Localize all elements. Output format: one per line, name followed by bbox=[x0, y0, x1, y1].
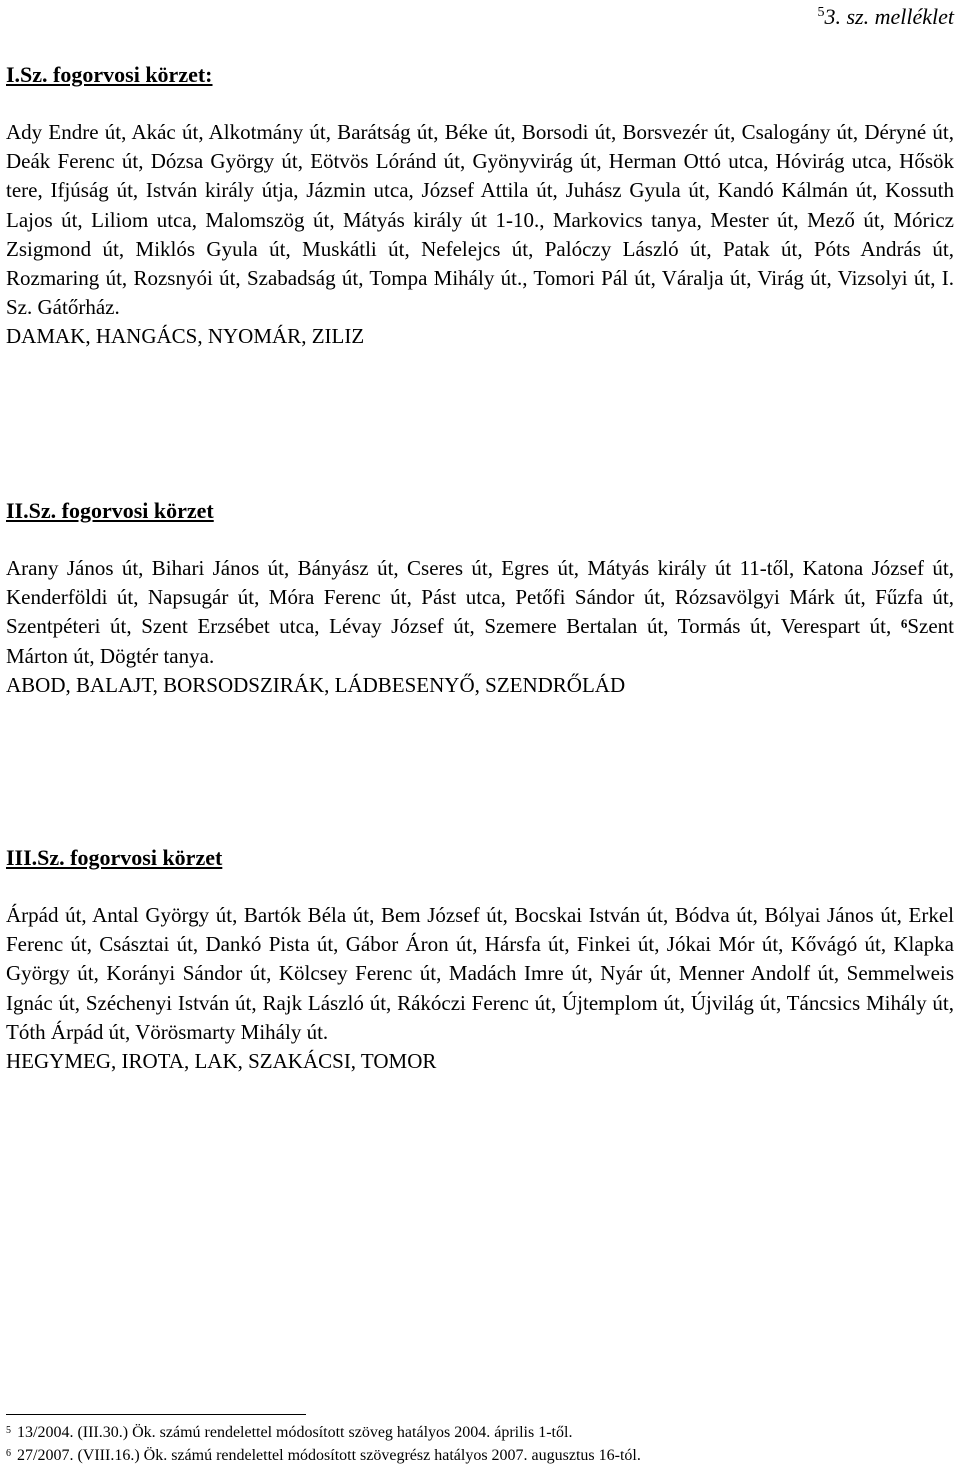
annex-title bbox=[817, 4, 954, 30]
district-3-villages: HEGYMEG, IROTA, LAK, SZAKÁCSI, TOMOR bbox=[6, 1049, 437, 1074]
footnote-5-number: 5 bbox=[6, 1425, 11, 1436]
footnotes bbox=[6, 1414, 954, 1467]
district-2-footnote-ref: 6 bbox=[900, 616, 908, 632]
annex-title-text: 3. sz. melléklet bbox=[824, 4, 954, 29]
district-2-heading: II.Sz. fogorvosi körzet bbox=[6, 498, 214, 523]
district-3-streets: Árpád út, Antal György út, Bartók Béla út, Bem József út, Bocskai István út, Bódva út, Bólyai János út, Erkel Ferenc út, Császtai út, Dankó Pista út, Gábor Áron út, Hársfa út, Finkei út, Jókai Mór út, Kővágó út, Klapka György út, Korányi Sándor út, Kölcsey Ferenc út, Madách Imre út, Nyár út, Menner Andolf út, Semmelweis Ignác út, Széchenyi István út, Rajk László út, Rákóczi Ferenc út, Újtemplom út, Újvilág út, Táncsics Mihály út, Tóth Árpád út, Vörösmarty Mihály út. bbox=[6, 903, 954, 1044]
footnote-5 bbox=[6, 1421, 954, 1444]
footnote-6 bbox=[6, 1444, 954, 1467]
district-3-heading: III.Sz. fogorvosi körzet bbox=[6, 845, 223, 870]
district-1-section bbox=[6, 62, 954, 351]
district-2-streets-part-1: Arany János út, Bihari János út, Bányász út, Cseres út, Egres út, Mátyás király út 11-től, Katona József út, Kenderföldi út, Napsugár út, Móra Ferenc út, Pást utca, Petőfi Sándor út, Rózsavölgyi Márk út, Fűzfa út, Szentpéteri út, Szent Erzsébet utca, Lévay József út, Szemere Bertalan út, Tormás út, Verespart út, bbox=[6, 556, 954, 639]
district-2-streets-part-2: Szent Márton út, Dögtér tanya. bbox=[6, 614, 955, 668]
annex-footnote-ref: 5 bbox=[817, 5, 825, 20]
district-1-villages: DAMAK, HANGÁCS, NYOMÁR, ZILIZ bbox=[6, 324, 365, 349]
district-2-streets bbox=[6, 554, 954, 671]
district-2-villages: ABOD, BALAJT, BORSODSZIRÁK, LÁDBESENYŐ, SZENDRŐLÁD bbox=[6, 672, 626, 697]
district-2-section bbox=[6, 498, 954, 700]
footnote-6-text: 27/2007. (VIII.16.) Ök. számú rendelettel módosított szövegrész hatályos 2007. augusztus 16-tól. bbox=[17, 1447, 641, 1464]
district-1-streets: Ady Endre út, Akác út, Alkotmány út, Barátság út, Béke út, Borsodi út, Borsvezér út, Csalogány út, Déryné út, Deák Ferenc út, Dózsa György út, Eötvös Lóránd út, Gyönyvirág út, Herman Ottó utca, Hóvirág utca, Hősök tere, Ifjúság út, István király útja, Jázmin utca, József Attila út, Juhász Gyula út, Kandó Kálmán út, Kossuth Lajos út, Liliom utca, Malomszög út, Mátyás király út 1-10., Markovics tanya, Mester út, Mező út, Móricz Zsigmond út, Miklós Gyula út, Muskátli út, Nefelejcs út, Palóczy László út, Patak út, Póts András út, Rozmaring út, Rozsnyói út, Szabadság út, Tompa Mihály út., Tomori Pál út, Váralja út, Virág út, Vizsolyi út, I. Sz. Gátőrház. bbox=[6, 120, 954, 320]
district-1-heading: I.Sz. fogorvosi körzet: bbox=[6, 62, 213, 87]
district-3-section bbox=[6, 845, 954, 1076]
footnote-5-text: 13/2004. (III.30.) Ök. számú rendelettel módosított szöveg hatályos 2004. április 1-től. bbox=[17, 1424, 573, 1441]
footnote-divider bbox=[6, 1414, 306, 1415]
footnote-6-number: 6 bbox=[6, 1448, 11, 1459]
